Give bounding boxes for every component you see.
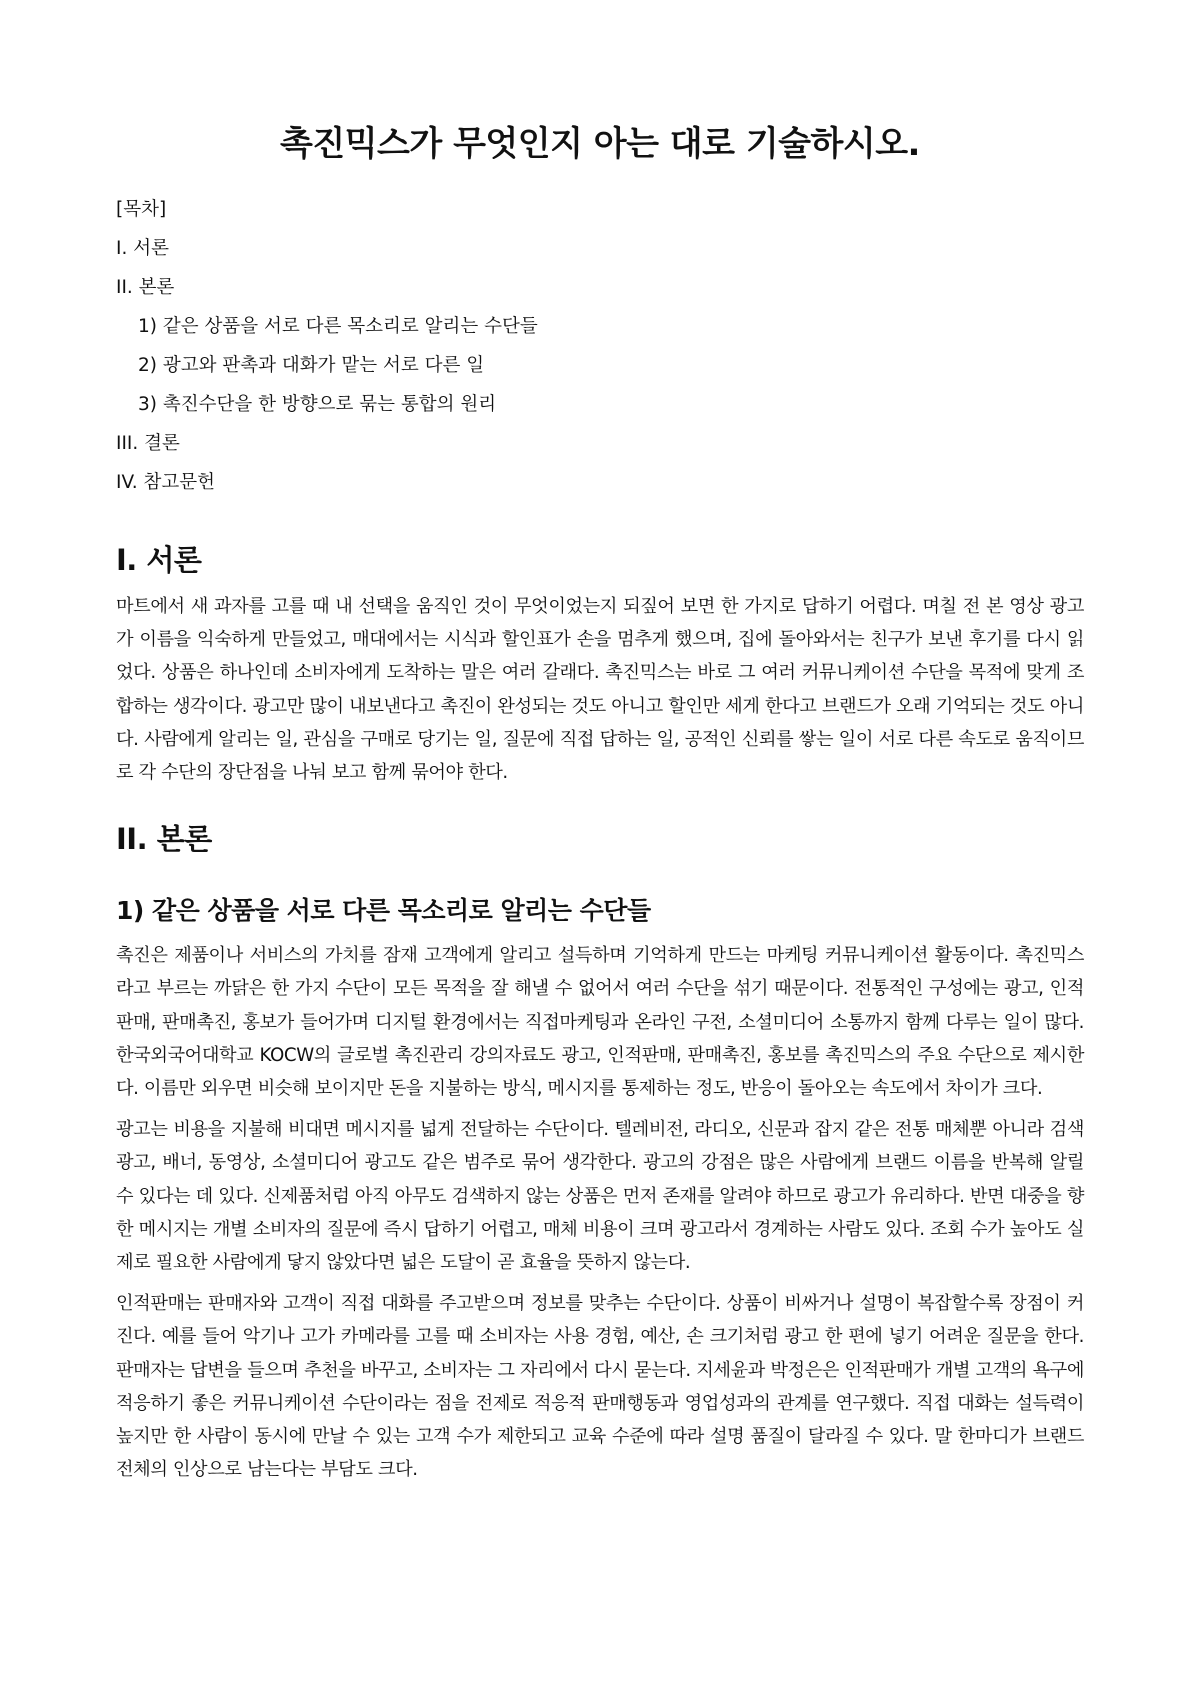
subsection-heading-1: 1) 같은 상품을 서로 다른 목소리로 알리는 수단들	[116, 896, 651, 926]
intro-paragraph: 마트에서 새 과자를 고를 때 내 선택을 움직인 것이 무엇이었는지 되짚어 보면 한 가지로 답하기 어렵다. 며칠 전 본 영상 광고가 이름을 익숙하게 만들었고, 매대에서는 시식과 할인표가 손을 멈추게 했으며, 집에 돌아와서는 친구가 보낸 후기를 다시 읽었다. 상품은 하나인데 소비자에게 도착하는 말은 여러 갈래다. 촉진믹스는 바로 그 여러 커뮤니케이션 수단을 목적에 맞게 조합하는 생각이다. 광고만 많이 내보낸다고 촉진이 완성되는 것도 아니고 할인만 세게 한다고 브랜드가 오래 기억되는 것도 아니다. 사람에게 알리는 일, 관심을 구매로 당기는 일, 질문에 직접 답하는 일, 공적인 신뢰를 쌓는 일이 서로 다른 속도로 움직이므로 각 수단의 장단점을 나눠 보고 함께 묶어야 한다.	[116, 596, 1084, 784]
toc-item: IV. 참고문헌	[116, 472, 215, 493]
toc-subitem: 1) 같은 상품을 서로 다른 목소리로 알리는 수단들	[138, 316, 538, 337]
body-paragraph: 인적판매는 판매자와 고객이 직접 대화를 주고받으며 정보를 맞추는 수단이다. 상품이 비싸거나 설명이 복잡할수록 장점이 커진다. 예를 들어 악기나 고가 카메라를 고를 때 소비자는 사용 경험, 예산, 손 크기처럼 광고 한 편에 넣기 어려운 질문을 한다. 판매자는 답변을 들으며 추천을 바꾸고, 소비자는 그 자리에서 다시 묻는다. 지세윤과 박정은은 인적판매가 개별 고객의 욕구에 적응하기 좋은 커뮤니케이션 수단이라는 점을 전제로 적응적 판매행동과 영업성과의 관계를 연구했다. 직접 대화는 설득력이 높지만 한 사람이 동시에 만날 수 있는 고객 수가 제한되고 교육 수준에 따라 설명 품질이 달라질 수 있다. 말 한마디가 브랜드 전체의 인상으로 남는다는 부담도 크다.	[116, 1293, 1084, 1481]
body-paragraph: 촉진은 제품이나 서비스의 가치를 잠재 고객에게 알리고 설득하며 기억하게 만드는 마케팅 커뮤니케이션 활동이다. 촉진믹스라고 부르는 까닭은 한 가지 수단이 모든 목적을 잘 해낼 수 없어서 여러 수단을 섞기 때문이다. 전통적인 구성에는 광고, 인적판매, 판매촉진, 홍보가 들어가며 디지털 환경에서는 직접마케팅과 온라인 구전, 소셜미디어 소통까지 함께 다루는 일이 많다. 한국외국어대학교 KOCW의 글로벌 촉진관리 강의자료도 광고, 인적판매, 판매촉진, 홍보를 촉진믹스의 주요 수단으로 제시한다. 이름만 외우면 비슷해 보이지만 돈을 지불하는 방식, 메시지를 통제하는 정도, 반응이 돌아오는 속도에서 차이가 크다.	[116, 945, 1084, 1100]
document-title: 촉진믹스가 무엇인지 아는 대로 기술하시오.	[280, 124, 920, 164]
section-heading-intro: I. 서론	[116, 543, 202, 577]
toc-subitem: 2) 광고와 판촉과 대화가 맡는 서로 다른 일	[138, 355, 485, 376]
toc-item: II. 본론	[116, 277, 175, 298]
toc-item: I. 서론	[116, 238, 169, 259]
toc-item: III. 결론	[116, 433, 180, 454]
section-heading-body: II. 본론	[116, 822, 212, 857]
toc-subitem: 3) 촉진수단을 한 방향으로 묶는 통합의 원리	[138, 394, 497, 415]
toc-heading: [목차]	[116, 199, 167, 220]
table-of-contents	[116, 190, 1084, 502]
body-paragraph: 광고는 비용을 지불해 비대면 메시지를 넓게 전달하는 수단이다. 텔레비전, 라디오, 신문과 잡지 같은 전통 매체뿐 아니라 검색광고, 배너, 동영상, 소셜미디어 광고도 같은 범주로 묶어 생각한다. 광고의 강점은 많은 사람에게 브랜드 이름을 반복해 알릴 수 있다는 데 있다. 신제품처럼 아직 아무도 검색하지 않는 상품은 먼저 존재를 알려야 하므로 광고가 유리하다. 반면 대중을 향한 메시지는 개별 소비자의 질문에 즉시 답하기 어렵고, 매체 비용이 크며 광고라서 경계하는 사람도 있다. 조회 수가 높아도 실제로 필요한 사람에게 닿지 않았다면 넓은 도달이 곧 효율을 뜻하지 않는다.	[116, 1119, 1084, 1274]
